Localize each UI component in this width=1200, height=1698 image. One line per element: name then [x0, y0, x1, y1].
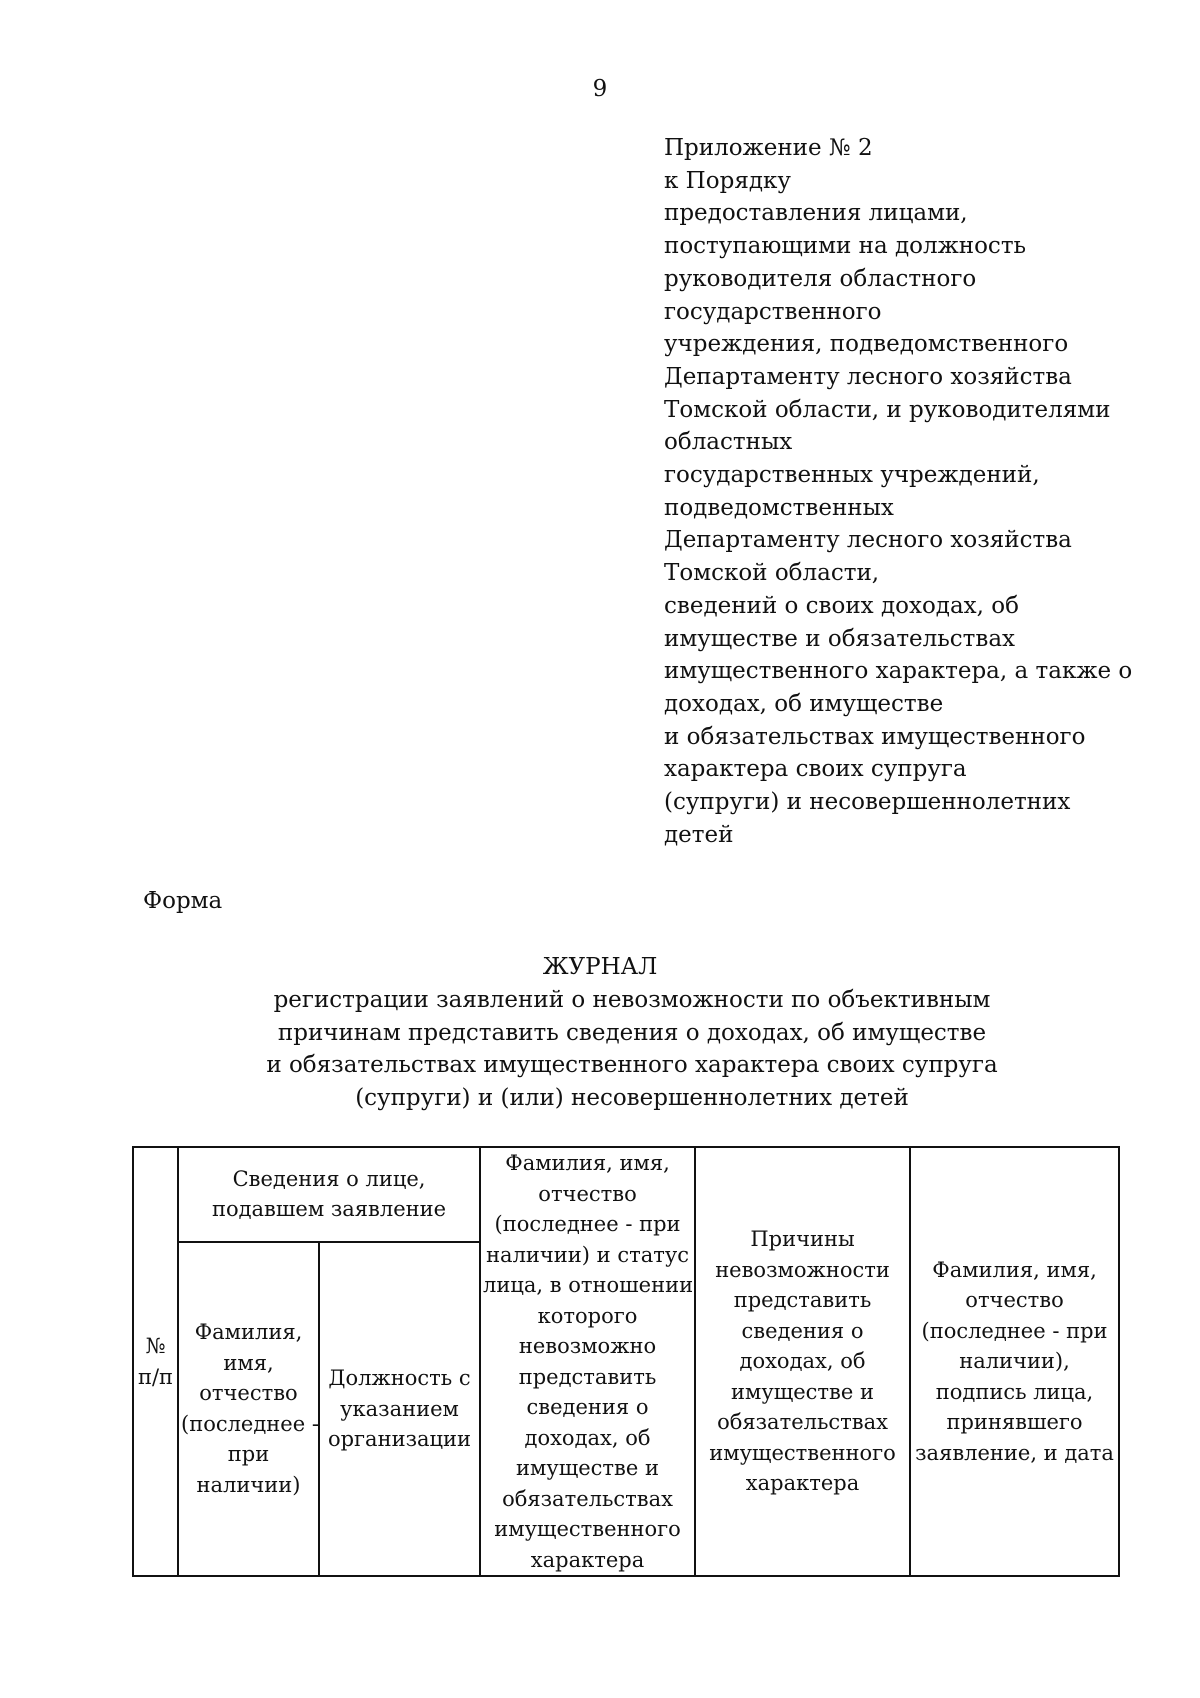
header-line: имущественного: [709, 1440, 896, 1465]
header-line: лица, в отношении: [483, 1273, 694, 1297]
header-line: организации: [327, 1427, 472, 1452]
header-line: невозможно: [518, 1334, 657, 1358]
appendix-line: доходах, об имуществе: [664, 690, 944, 717]
appendix-line: предоставления лицами,: [664, 200, 968, 227]
header-line: принявшего: [946, 1410, 1083, 1435]
appendix-line: и обязательствах имущественного: [664, 723, 1086, 750]
header-line: подавшем заявление: [211, 1197, 447, 1222]
header-line: представить: [518, 1364, 657, 1389]
appendix-line: Департаменту лесного хозяйства: [664, 527, 1072, 554]
journal-subtitle-line: причинам представить сведения о доходах, об имуществе: [277, 1019, 987, 1046]
header-line: имя,: [223, 1350, 274, 1375]
header-line: подпись лица,: [935, 1379, 1094, 1404]
journal-title: ЖУРНАЛ: [542, 954, 658, 980]
header-line: при: [227, 1442, 270, 1467]
journal-subtitle: [0, 984, 1200, 1115]
header-line: доходах, об: [524, 1425, 651, 1450]
appendix-line: имущественного характера, а также о: [664, 658, 1133, 685]
header-line: обязательствах: [717, 1410, 888, 1435]
header-line: наличии): [196, 1472, 301, 1497]
appendix-line: детей: [664, 821, 734, 848]
header-line: имуществе и: [731, 1379, 874, 1404]
header-line: Должность с: [328, 1366, 471, 1391]
header-line: наличии),: [959, 1349, 1070, 1374]
appendix-line: (супруги) и несовершеннолетних: [664, 789, 1071, 816]
appendix-line: Департаменту лесного хозяйства: [664, 363, 1072, 390]
header-line: (последнее - при: [921, 1318, 1108, 1343]
header-line: отчество: [965, 1288, 1064, 1313]
column-header-position: [319, 1242, 480, 1576]
header-line: указанием: [340, 1396, 459, 1421]
appendix-line: к Порядку: [664, 167, 791, 194]
journal-subtitle-line: регистрации заявлений о невозможности по объективным: [273, 987, 991, 1013]
appendix-line: Томской области, и руководителями: [664, 396, 1111, 423]
appendix-line: государственных учреждений,: [664, 462, 1040, 489]
header-line: Сведения о лице,: [232, 1166, 426, 1191]
header-line: характера: [745, 1471, 860, 1496]
header-line: представить: [733, 1288, 872, 1313]
column-header-fio: [178, 1242, 319, 1576]
header-line: наличии) и статус: [486, 1242, 689, 1267]
header-line: имуществе и: [516, 1456, 659, 1480]
header-line: невозможности: [715, 1257, 890, 1282]
appendix-block: [664, 132, 1164, 851]
header-line: Фамилия,: [194, 1320, 303, 1345]
page-number: 9: [592, 76, 608, 102]
column-header-reasons: [695, 1147, 910, 1576]
appendix-line: государственного: [664, 298, 882, 325]
header-line: характера: [530, 1547, 645, 1572]
appendix-line: учреждения, подведомственного: [664, 331, 1069, 358]
header-line: которого: [537, 1303, 638, 1328]
appendix-line: Приложение № 2: [664, 135, 873, 161]
header-line: обязательствах: [502, 1486, 673, 1511]
header-line: имущественного: [494, 1517, 681, 1541]
header-line: Фамилия, имя,: [932, 1257, 1097, 1282]
header-line: п/п: [137, 1364, 174, 1389]
header-line: сведения о: [741, 1318, 864, 1343]
header-line: сведения о: [526, 1395, 649, 1419]
header-line: (последнее - при: [494, 1212, 681, 1236]
header-line: Фамилия, имя,: [505, 1151, 670, 1175]
appendix-line: руководителя областного: [664, 265, 977, 292]
header-line: №: [145, 1334, 166, 1358]
journal-subtitle-line: и обязательствах имущественного характера своих супруга: [266, 1052, 998, 1079]
journal-table: [132, 1146, 1120, 1577]
appendix-line: областных: [664, 429, 793, 456]
column-header-relative: [480, 1147, 695, 1576]
header-line: (последнее -: [181, 1411, 319, 1436]
appendix-line: имуществе и обязательствах: [664, 625, 1016, 652]
group-header-applicant: [178, 1147, 480, 1242]
appendix-line: Томской области,: [664, 560, 880, 587]
header-line: Причины: [750, 1227, 855, 1252]
appendix-line: характера своих супруга: [664, 756, 967, 783]
form-label: Форма: [143, 888, 223, 914]
header-line: отчество: [538, 1181, 637, 1206]
appendix-line: подведомственных: [664, 494, 894, 521]
column-header-receiver: [910, 1147, 1119, 1576]
journal-subtitle-line: (супруги) и (или) несовершеннолетних детей: [355, 1085, 909, 1112]
appendix-line: поступающими на должность: [664, 233, 1027, 260]
header-line: отчество: [199, 1381, 298, 1406]
appendix-line: сведений о своих доходах, об: [664, 592, 1019, 619]
header-line: заявление, и дата: [915, 1440, 1114, 1465]
header-line: доходах, об: [739, 1349, 866, 1374]
column-header-number: [133, 1147, 178, 1576]
